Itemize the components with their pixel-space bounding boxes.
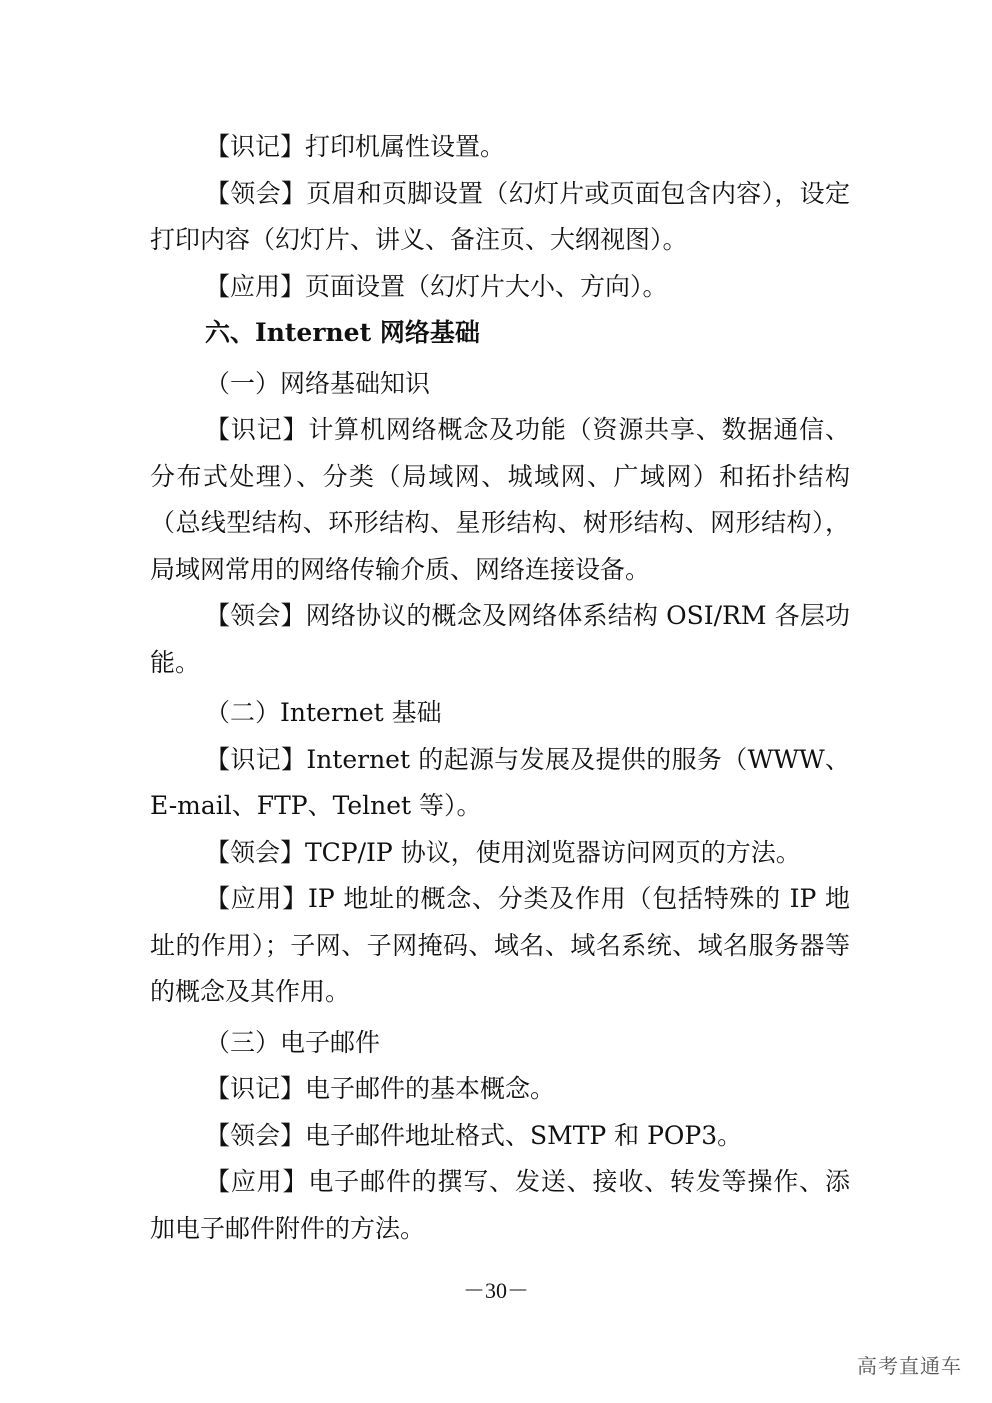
document-body xyxy=(150,124,850,1252)
paragraph-apply-email: 【应用】电子邮件的撰写、发送、接收、转发等操作、添加电子邮件附件的方法。 xyxy=(150,1167,850,1243)
paragraph-recall-internet: 【识记】Internet 的起源与发展及提供的服务（WWW、E-mail、FTP、Telnet 等）。 xyxy=(150,744,850,820)
paragraph-recall-printer: 【识记】打印机属性设置。 xyxy=(205,132,506,161)
page-number: －30－ xyxy=(462,1278,529,1303)
subsection-title-network-basics: （一）网络基础知识 xyxy=(205,368,431,398)
paragraph-understand-email: 【领会】电子邮件地址格式、SMTP 和 POP3。 xyxy=(205,1120,743,1150)
subsection-title-email: （三）电子邮件 xyxy=(205,1027,381,1057)
paragraph-recall-network: 【识记】计算机网络概念及功能（资源共享、数据通信、分布式处理）、分类（局域网、城域网、广域网）和拓扑结构（总线型结构、环形结构、星形结构、树形结构、网形结构），局域网常用的网络传输介质、网络连接设备。 xyxy=(150,415,850,584)
paragraph-recall-email: 【识记】电子邮件的基本概念。 xyxy=(205,1074,556,1103)
subsection-title-internet-basics: （二）Internet 基础 xyxy=(205,698,442,727)
paragraph-apply-page-setup: 【应用】页面设置（幻灯片大小、方向）。 xyxy=(205,271,668,301)
section-heading: 六、Internet 网络基础 xyxy=(205,318,480,347)
watermark-text: 高考直通车 xyxy=(857,1354,962,1378)
paragraph-understand-protocol: 【领会】网络协议的概念及网络体系结构 OSI/RM 各层功能。 xyxy=(150,601,850,677)
paragraph-understand-header-footer: 【领会】页眉和页脚设置（幻灯片或页面包含内容），设定打印内容（幻灯片、讲义、备注页、大纲视图）。 xyxy=(150,178,850,254)
paragraph-apply-ip: 【应用】IP 地址的概念、分类及作用（包括特殊的 IP 地址的作用）；子网、子网掩码、域名、域名系统、域名服务器等的概念及其作用。 xyxy=(150,884,850,1006)
paragraph-understand-tcpip: 【领会】TCP/IP 协议，使用浏览器访问网页的方法。 xyxy=(205,837,801,867)
